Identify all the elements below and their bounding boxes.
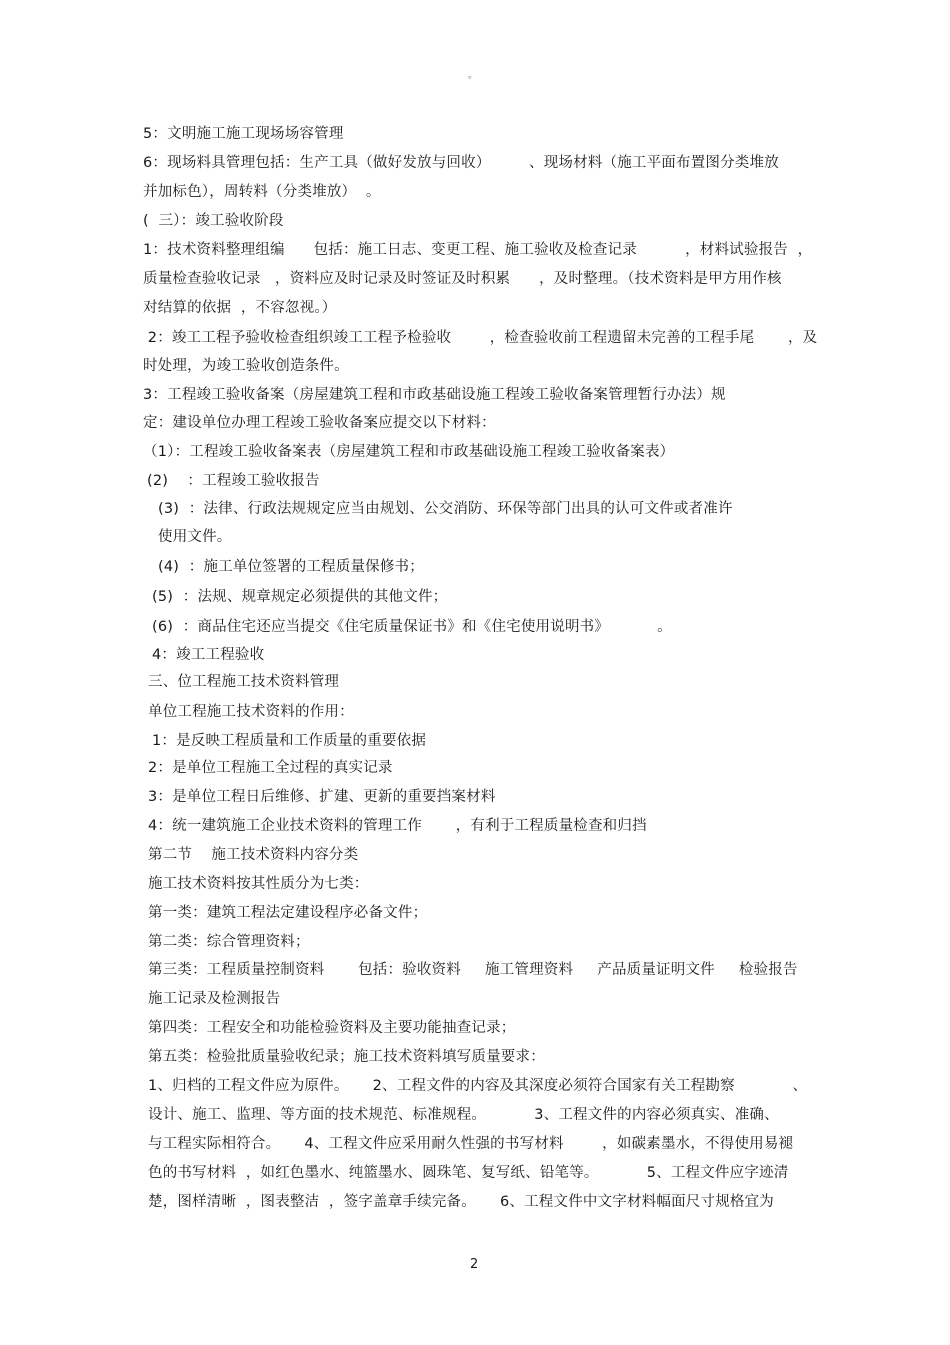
text-line: 2：竣工工程予验收检查组织竣工工程予检验收 ，检查验收前工程遗留未完善的工程手尾 ，及 (143, 330, 818, 346)
text-line: 单位工程施工技术资料的作用： (148, 704, 354, 720)
text-line: 色的书写材料 ，如红色墨水、纯篮墨水、圆珠笔、复写纸、铅笔等。 5、工程文件应字迹清 (148, 1165, 789, 1181)
text-line: 定：建设单位办理工程竣工验收备案应提交以下材料： (143, 415, 496, 431)
list-item: 4：统一建筑施工企业技术资料的管理工作 ，有利于工程质量检查和归挡 (148, 818, 647, 834)
text-line: 3：工程竣工验收备案（房屋建筑工程和市政基础设施工程竣工验收备案管理暂行办法）规 (143, 387, 726, 403)
text-line: 施工记录及检测报告 (148, 991, 281, 1007)
text-line: 与工程实际相符合。 4、工程文件应采用耐久性强的书写材料 ，如碳素墨水，不得使用易褪 (148, 1136, 794, 1152)
list-item: (3) ：法律、行政法规规定应当由规划、公交消防、环保等部门出具的认可文件或者准许 (158, 501, 733, 517)
page-number: 2 (470, 1257, 479, 1272)
text-line: 第三类：工程质量控制资料 包括：验收资料 施工管理资料 产品质量证明文件 检验报告 (148, 962, 798, 978)
text-line: 使用文件。 (158, 529, 232, 545)
text-line: 第四类：工程安全和功能检验资料及主要功能抽查记录； (148, 1020, 516, 1036)
text-line: 1：技术资料整理组编 包括：施工日志、变更工程、施工验收及检查记录 ，材料试验报告 ， (143, 242, 813, 258)
text-line: 时处理，为竣工验收创造条件。 (143, 358, 349, 374)
section-heading: 三、位工程施工技术资料管理 (148, 674, 340, 690)
section-heading: 第二节 施工技术资料内容分类 (148, 847, 359, 863)
list-item: 1：是反映工程质量和工作质量的重要依据 (152, 733, 427, 749)
list-item: (4) ：施工单位签署的工程质量保修书； (158, 559, 424, 575)
text-line: 楚，图样清晰 ，图表整洁 ，签字盖章手续完备。 6、工程文件中文字材料幅面尺寸规格宜为 (148, 1194, 775, 1210)
text-line: 6：现场料具管理包括：生产工具（做好发放与回收） 、现场材料（施工平面布置图分类堆放 (143, 155, 779, 171)
section-heading: ( 三）：竣工验收阶段 (143, 213, 284, 229)
text-line: 第二类：综合管理资料； (148, 934, 310, 950)
list-item: 2：是单位工程施工全过程的真实记录 (148, 760, 393, 776)
text-line: 对结算的依据 ，不容忽视。） (143, 300, 337, 316)
text-line: 并加标色），周转料（分类堆放） 。 (143, 184, 381, 200)
text-line: 5：文明施工施工现场场容管理 (143, 126, 344, 142)
text-line: 第五类：检验批质量验收纪录；施工技术资料填写质量要求： (148, 1049, 545, 1065)
text-line: 设计、施工、监理、等方面的技术规范、标准规程。 3、工程文件的内容必须真实、准确、 (148, 1107, 779, 1123)
list-item: （1）：工程竣工验收备案表（房屋建筑工程和市政基础设施工程竣工验收备案表） (143, 444, 675, 460)
header-mark: 。 (468, 70, 478, 81)
text-line: 1、归档的工程文件应为原件。 2、工程文件的内容及其深度必须符合国家有关工程勘察 、 (148, 1078, 808, 1094)
list-item: 4：竣工工程验收 (152, 647, 265, 663)
list-item: (2) ：工程竣工验收报告 (147, 473, 320, 489)
list-item: 3：是单位工程日后维修、扩建、更新的重要挡案材料 (148, 789, 496, 805)
text-line: 施工技术资料按其性质分为七类： (148, 876, 369, 892)
text-line: 质量检查验收记录 ，资料应及时记录及时签证及时积累 ，及时整理。（技术资料是甲方用作核 (143, 271, 782, 287)
text-line: 第一类：建筑工程法定建设程序必备文件； (148, 905, 428, 921)
list-item: (6) ：商品住宅还应当提交《住宅质量保证书》和《住宅使用说明书》 。 (152, 619, 672, 635)
list-item: (5) ：法规、规章规定必须提供的其他文件； (152, 589, 448, 605)
